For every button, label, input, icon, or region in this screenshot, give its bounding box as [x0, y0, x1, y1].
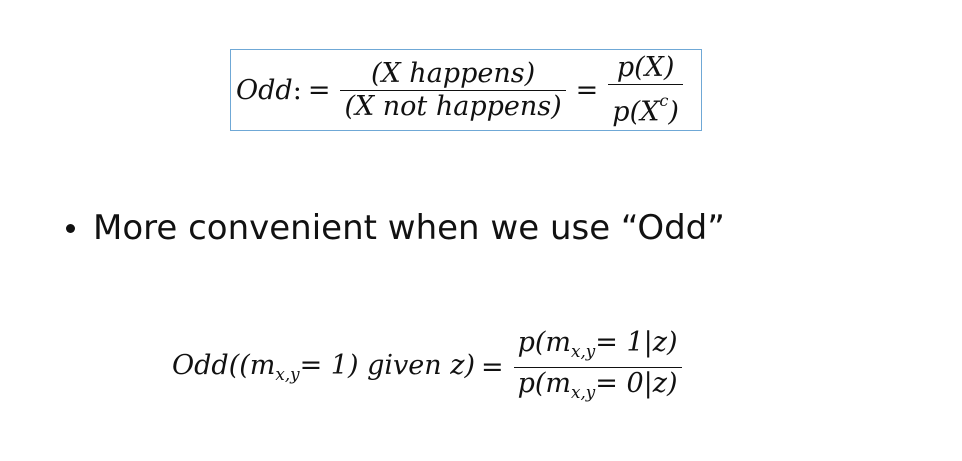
equation-lhs: $Odd((m_{x,y}= 1)$ given z) — [172, 350, 475, 384]
conditional-fraction — [514, 327, 682, 408]
bullet-text: More convenient when we use “Odd” — [93, 208, 725, 248]
fraction-numerator: (X happens) — [370, 57, 536, 89]
fraction-denominator: $p(m_{x,y}= 0|z)$ — [517, 367, 678, 402]
bullet-point — [60, 208, 725, 248]
fraction-denominator: $p(X^c)$ — [612, 90, 679, 128]
subscript-xy: x,y — [571, 340, 596, 361]
fraction-numerator: p(X) — [616, 51, 675, 83]
bullet-icon — [66, 224, 75, 233]
complement-superscript: c — [659, 90, 669, 110]
fraction-denominator: (X not happens) — [344, 90, 562, 122]
equals-sign-1: = — [307, 74, 331, 106]
happens-fraction — [340, 58, 565, 123]
equals-sign-2: = — [575, 74, 599, 106]
odd-symbol: Odd — [236, 74, 293, 106]
probability-fraction — [608, 52, 683, 129]
fraction-numerator: $p(m_{x,y}= 1|z)$ — [517, 326, 678, 361]
conditional-odds-equation — [172, 322, 686, 412]
subscript-xy: x,y — [275, 363, 300, 384]
odds-definition-equation — [236, 51, 687, 129]
assign-colon: : — [292, 74, 302, 106]
equals-sign: = — [480, 351, 504, 383]
subscript-xy: x,y — [571, 381, 596, 402]
